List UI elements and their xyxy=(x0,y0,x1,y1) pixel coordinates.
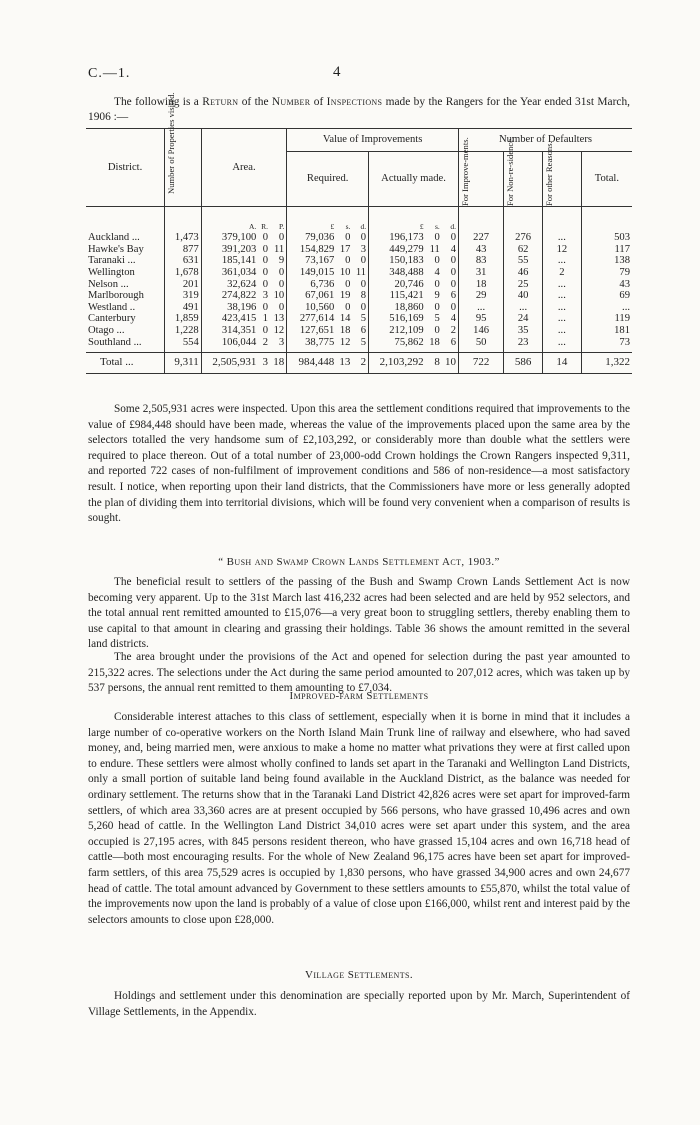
cell-total: 73 xyxy=(581,337,632,349)
cell-district: Marlborough xyxy=(88,290,144,302)
cell-r: 0 xyxy=(262,301,269,313)
cell-act_d: 6 xyxy=(450,336,456,348)
cell-imp: 146 xyxy=(459,325,504,337)
cell-req_s: 14 xyxy=(339,313,351,325)
cell-r: 0 xyxy=(262,324,269,336)
cell-nonres: 35 xyxy=(504,325,543,337)
cell-act_l: 348,488 xyxy=(369,267,426,279)
table-total-row: Total ... 9,311 2,505,931 3 18 984,448 13 2 2,103,292 8 10 722 586 14 1,322 xyxy=(86,353,632,374)
improved-farm-paragraph: Considerable interest attaches to this class of settlement, especially when it is borne in mind that it includes a large number of co-operative workers on the North Island Main Trunk line of railway and elsewhere, who had saved money, and, being married men, were anxious to make a home no matter what privations they were at first called upon to endure. These settlers were almost wholly confined to lands set apart in the Taranaki and Wellington Land Districts, only a small portion of suitable land being found available in the Auckland District, as the balance was needed for ordinary settlement. The returns show that in the Taranaki Land District 42,826 acres were set apart for improved-farm settlers, of which area 33,360 acres are at present occupied by 566 persons, who have grassed 10,496 acres and own 5,260 head of cattle. In the Wellington Land District 34,010 acres were set apart under this system, and the area occupied is 27,195 acres, with 845 persons resident thereon, who have grassed 15,104 acres and own 16,718 head of cattle—both most encouraging results. For the whole of New Zealand 96,175 acres have been set apart for improved-farm settlers, of this area 75,529 acres is occupied by 1,830 persons, who have grassed 34,900 acres and own 24,677 head of cattle. The total amount advanced by Government to these settlers amounts to £55,870, whilst the total value of the improvements now upon the land is probably of a value of close upon £166,000, whilst rent and interest paid by the selectors amounts to close upon £28,000. xyxy=(88,711,630,926)
cell-p: 0 xyxy=(278,266,285,278)
table-row xyxy=(86,313,632,325)
cell-req_s: 19 xyxy=(339,290,351,302)
table-row xyxy=(86,279,632,291)
cell-total: 43 xyxy=(581,279,632,291)
cell-act_d: 0 xyxy=(450,232,456,244)
cell-district: Nelson ... xyxy=(88,278,129,290)
cell-req_l: 10,560 xyxy=(287,302,337,314)
cell-total: 117 xyxy=(581,244,632,256)
document-reference: C.—1. xyxy=(88,66,131,81)
cell-visited: 631 xyxy=(165,255,202,267)
cell-other: ... xyxy=(543,325,582,337)
cell-req_l: 67,061 xyxy=(287,290,337,302)
cell-district: Otago ... xyxy=(88,324,125,336)
cell-other: ... xyxy=(543,313,582,325)
cell-acres: 314,351 xyxy=(201,325,258,337)
cell-acres: 391,203 xyxy=(201,244,258,256)
col-improvements-header: For Improve-ments. xyxy=(459,151,504,206)
cell-visited: 491 xyxy=(165,302,202,314)
cell-other: ... xyxy=(543,255,582,267)
cell-other: 12 xyxy=(543,244,582,256)
cell-req_d: 0 xyxy=(360,232,367,244)
cell-p: 10 xyxy=(273,290,285,302)
cell-district: Canterbury xyxy=(88,313,136,325)
cell-req_l: 6,736 xyxy=(287,279,337,291)
cell-district: Westland .. xyxy=(88,301,136,313)
cell-p: 0 xyxy=(278,301,285,313)
table-row xyxy=(86,302,632,314)
cell-imp: 227 xyxy=(459,232,504,244)
cell-p: 0 xyxy=(278,278,285,290)
cell-district: Auckland ... xyxy=(88,232,140,244)
cell-act_l: 18,860 xyxy=(369,302,426,314)
cell-act_s: 0 xyxy=(434,324,440,336)
cell-act_s: 4 xyxy=(434,266,440,278)
cell-acres: 185,141 xyxy=(201,255,258,267)
cell-r: 0 xyxy=(262,232,269,244)
cell-visited: 1,228 xyxy=(165,325,202,337)
cell-act_d: 0 xyxy=(450,266,456,278)
cell-nonres: 24 xyxy=(504,313,543,325)
page-number: 4 xyxy=(333,64,341,80)
cell-acres: 38,196 xyxy=(201,302,258,314)
cell-other: ... xyxy=(543,232,582,244)
cell-act_d: 2 xyxy=(450,324,456,336)
cell-act_l: 449,279 xyxy=(369,244,426,256)
table-body xyxy=(86,206,632,353)
cell-act_d: 6 xyxy=(450,290,456,302)
table-row xyxy=(86,244,632,256)
cell-total: 181 xyxy=(581,325,632,337)
cell-req_s: 0 xyxy=(345,278,351,290)
table-row xyxy=(86,337,632,349)
cell-visited: 319 xyxy=(165,290,202,302)
table-row xyxy=(86,290,632,302)
cell-act_s: 0 xyxy=(434,232,440,244)
cell-req_l: 154,829 xyxy=(287,244,337,256)
col-other-header: For other Reasons. xyxy=(543,151,582,206)
cell-act_s: 11 xyxy=(429,243,440,255)
defaulters-header: Number of Defaulters xyxy=(459,129,633,152)
cell-req_s: 12 xyxy=(339,336,351,348)
cell-act_d: 0 xyxy=(450,278,456,290)
cell-total: 138 xyxy=(581,255,632,267)
units-row: A. R. P. £ s. d. £ s. d. xyxy=(86,206,632,232)
cell-req_s: 0 xyxy=(345,232,351,244)
cell-r: 0 xyxy=(262,266,269,278)
cell-act_l: 150,183 xyxy=(369,255,426,267)
cell-nonres: 55 xyxy=(504,255,543,267)
cell-district: Southland ... xyxy=(88,336,142,348)
cell-act_d: 0 xyxy=(450,255,456,267)
cell-req_s: 0 xyxy=(345,301,351,313)
cell-imp: ... xyxy=(459,302,504,314)
cell-act_s: 0 xyxy=(434,301,440,313)
cell-req_s: 18 xyxy=(339,324,351,336)
col-required-header: Required. xyxy=(287,151,369,206)
cell-r: 0 xyxy=(262,243,269,255)
cell-nonres: ... xyxy=(504,302,543,314)
col-area-header: Area. xyxy=(201,129,286,207)
cell-req_s: 0 xyxy=(345,255,351,267)
cell-total: 503 xyxy=(581,232,632,244)
cell-acres: 274,822 xyxy=(201,290,258,302)
cell-visited: 1,859 xyxy=(165,313,202,325)
cell-total: 79 xyxy=(581,267,632,279)
cell-act_d: 0 xyxy=(450,301,456,313)
cell-act_l: 196,173 xyxy=(369,232,426,244)
cell-act_d: 4 xyxy=(450,313,456,325)
cell-r: 0 xyxy=(262,278,269,290)
cell-total: ... xyxy=(581,302,632,314)
cell-nonres: 25 xyxy=(504,279,543,291)
cell-req_l: 79,036 xyxy=(287,232,337,244)
cell-act_l: 75,862 xyxy=(369,337,426,349)
improved-farm-heading: Improved-farm Settlements xyxy=(289,690,429,702)
inspection-summary-paragraph: Some 2,505,931 acres were inspected. Upon this area the settlement conditions required that improvements to the value of £984,448 should have been made, whereas the value of the improvements placed upon the same area by the selectors totalled the very handsome sum of £2,103,292, or considerably more than double what the settlers were required to place thereon. Out of a total number of 23,000-odd Crown holdings the Crown Rangers inspected 9,311, and reported 722 cases of non-fulfilment of improvement conditions and 586 of non-residence—a most satisfactory result. I notice, when reporting upon their land districts, that the Commissioners have more or less generally adopted the plan of dividing them into territorial divisions, which will be found very convenient when a comparison of results is sought. xyxy=(88,403,630,525)
cell-other: ... xyxy=(543,279,582,291)
cell-act_d: 4 xyxy=(450,243,456,255)
cell-r: 3 xyxy=(262,290,269,302)
cell-acres: 379,100 xyxy=(201,232,258,244)
table-row xyxy=(86,325,632,337)
cell-act_s: 0 xyxy=(434,278,440,290)
cell-imp: 43 xyxy=(459,244,504,256)
cell-p: 9 xyxy=(278,255,285,267)
cell-act_l: 20,746 xyxy=(369,279,426,291)
cell-other: ... xyxy=(543,337,582,349)
cell-other: 2 xyxy=(543,267,582,279)
cell-nonres: 46 xyxy=(504,267,543,279)
value-improvements-header: Value of Improvements xyxy=(287,129,459,152)
cell-visited: 201 xyxy=(165,279,202,291)
cell-req_d: 0 xyxy=(360,301,367,313)
col-properties-header: Number of Properties visited. xyxy=(165,129,202,207)
cell-req_d: 6 xyxy=(360,324,367,336)
cell-act_s: 0 xyxy=(434,255,440,267)
cell-req_d: 0 xyxy=(360,255,367,267)
cell-act_l: 516,169 xyxy=(369,313,426,325)
cell-r: 0 xyxy=(262,255,269,267)
cell-imp: 29 xyxy=(459,290,504,302)
cell-act_l: 115,421 xyxy=(369,290,426,302)
cell-imp: 50 xyxy=(459,337,504,349)
cell-acres: 361,034 xyxy=(201,267,258,279)
cell-nonres: 276 xyxy=(504,232,543,244)
cell-req_d: 0 xyxy=(360,278,367,290)
cell-p: 3 xyxy=(278,336,285,348)
cell-act_s: 5 xyxy=(434,313,440,325)
cell-acres: 32,624 xyxy=(201,279,258,291)
cell-nonres: 62 xyxy=(504,244,543,256)
cell-p: 11 xyxy=(274,243,285,255)
cell-other: ... xyxy=(543,302,582,314)
cell-req_l: 127,651 xyxy=(287,325,337,337)
cell-req_s: 10 xyxy=(339,266,351,278)
cell-req_l: 73,167 xyxy=(287,255,337,267)
cell-req_d: 5 xyxy=(360,313,367,325)
cell-other: ... xyxy=(543,290,582,302)
cell-req_l: 277,614 xyxy=(287,313,337,325)
table-row xyxy=(86,232,632,244)
col-district-header: District. xyxy=(86,129,165,207)
cell-r: 1 xyxy=(262,313,269,325)
table-introduction: The following is a Return of the Number of Inspections made by the Rangers for the Year ended 31st March, 1906 :— xyxy=(88,96,630,123)
cell-district: Hawke's Bay xyxy=(88,243,144,255)
cell-req_d: 5 xyxy=(360,336,367,348)
cell-acres: 423,415 xyxy=(201,313,258,325)
cell-imp: 31 xyxy=(459,267,504,279)
cell-visited: 877 xyxy=(165,244,202,256)
cell-visited: 1,678 xyxy=(165,267,202,279)
cell-act_s: 9 xyxy=(434,290,440,302)
bush-swamp-act-heading: “ Bush and Swamp Crown Lands Settlement Act, 1903.” xyxy=(218,556,500,568)
cell-acres: 106,044 xyxy=(201,337,258,349)
cell-act_l: 212,109 xyxy=(369,325,426,337)
cell-total: 69 xyxy=(581,290,632,302)
bush-act-paragraph-1: The beneficial result to settlers of the passing of the Bush and Swamp Crown Lands Settlement Act is now becoming very apparent. Up to the 31st March last 416,232 acres had been selected and are held by 952 selectors, and the total annual rent remitted amounted to £15,076—a very great boon to struggling settlers, thereby enabling them to use capital to that amount in clearing and grassing their holdings. Table 36 shows the amount remitted in the several land districts. xyxy=(88,576,630,651)
cell-imp: 83 xyxy=(459,255,504,267)
village-settlements-heading: Village Settlements. xyxy=(305,969,413,981)
table-row xyxy=(86,255,632,267)
cell-district: Wellington xyxy=(88,266,135,278)
cell-district: Taranaki ... xyxy=(88,255,136,267)
cell-p: 13 xyxy=(273,313,285,325)
cell-req_d: 8 xyxy=(360,290,367,302)
col-actually-made-header: Actually made. xyxy=(369,151,459,206)
cell-req_l: 149,015 xyxy=(287,267,337,279)
cell-r: 2 xyxy=(262,336,269,348)
table-row xyxy=(86,267,632,279)
cell-act_s: 18 xyxy=(429,336,440,348)
cell-total: 119 xyxy=(581,313,632,325)
cell-req_s: 17 xyxy=(339,243,351,255)
col-nonresidence-header: For Non-re-sidence. xyxy=(504,151,543,206)
village-settlements-paragraph: Holdings and settlement under this denomination are specially reported upon by Mr. March, Superintendent of Village Settlements, in the Appendix. xyxy=(88,990,630,1018)
cell-imp: 95 xyxy=(459,313,504,325)
cell-req_d: 3 xyxy=(360,243,367,255)
cell-p: 12 xyxy=(273,324,285,336)
bush-act-paragraph-2: The area brought under the provisions of the Act and opened for selection during the past year amounted to 215,322 acres. The selections under the Act during the same period amounted to 207,012 acres, which was taken up by 537 persons, the annual rent remitted to them amounting to £7,034. xyxy=(88,651,630,695)
col-total-header: Total. xyxy=(581,151,632,206)
cell-visited: 554 xyxy=(165,337,202,349)
cell-visited: 1,473 xyxy=(165,232,202,244)
cell-p: 0 xyxy=(278,232,285,244)
cell-imp: 18 xyxy=(459,279,504,291)
cell-req_l: 38,775 xyxy=(287,337,337,349)
cell-nonres: 23 xyxy=(504,337,543,349)
cell-nonres: 40 xyxy=(504,290,543,302)
cell-req_d: 11 xyxy=(355,266,367,278)
